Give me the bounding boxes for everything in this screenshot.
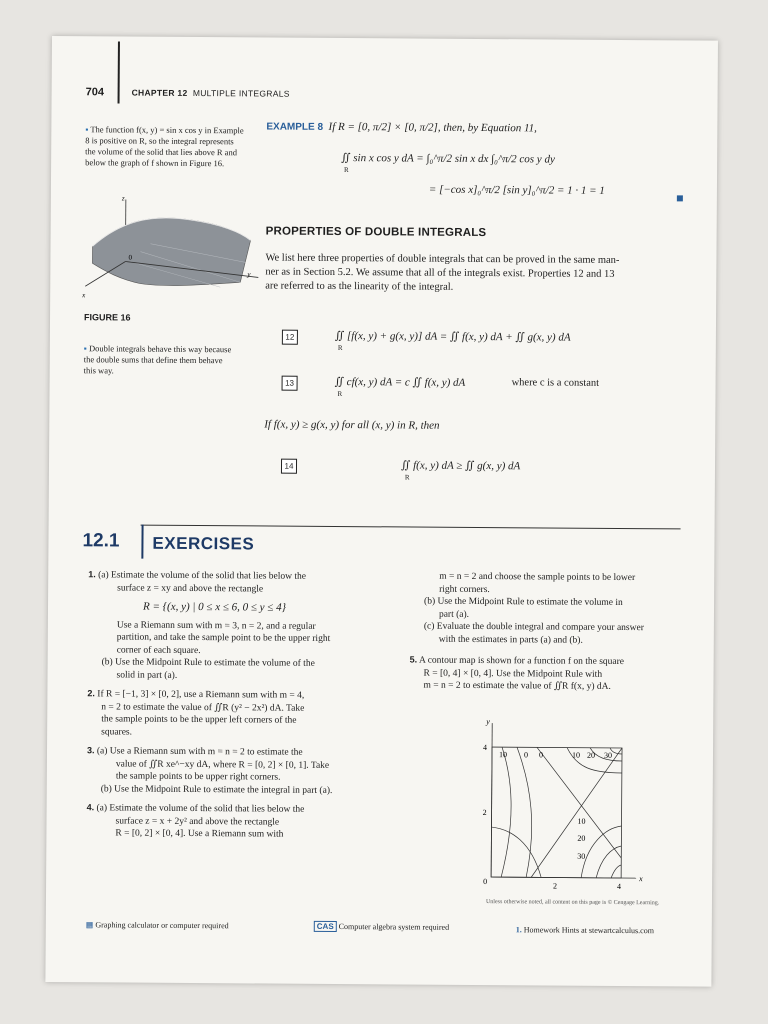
properties-heading: PROPERTIES OF DOUBLE INTEGRALS <box>265 225 487 240</box>
properties-intro-line-3: are referred to as the linearity of the integral. <box>265 280 454 293</box>
exercise-1-a-line4: partition, and take the sample point to be the upper right <box>116 632 331 644</box>
exercise-1-set: R = {(x, y) | 0 ≤ x ≤ 6, 0 ≤ y ≤ 4} <box>142 600 287 614</box>
equation-13-sub: R <box>337 390 343 399</box>
contour-label: 10 <box>571 750 581 760</box>
chapter-header <box>132 88 290 99</box>
exercise-3-line3: the sample points to be upper right corners. <box>115 771 281 783</box>
exercise-3-line2: value of ∬R xe^−xy dA, where R = [0, 2] × [0, 1]. Take <box>115 758 330 771</box>
equation-13-number: 13 <box>282 376 298 391</box>
exercise-3-number: 3. <box>86 745 95 756</box>
contour-tick-x2: 2 <box>553 881 558 891</box>
contour-origin: 0 <box>483 877 488 887</box>
example-8-label: EXAMPLE 8 <box>266 121 324 133</box>
equation-14-sub: R <box>404 473 410 482</box>
exercise-1-a-line1: (a) Estimate the volume of the solid that lies below the <box>98 570 307 582</box>
exercises-title: EXERCISES <box>152 533 255 554</box>
equation-12-number: 12 <box>282 330 298 345</box>
contour-right-labels <box>577 817 585 861</box>
contour-y-axis <box>491 723 492 877</box>
cas-badge: CAS <box>314 921 337 932</box>
section-number: 12.1 <box>82 530 120 552</box>
graphing-calculator-icon: ▦ <box>85 920 94 930</box>
cas-note <box>314 922 449 932</box>
exercise-2-line2: n = 2 to estimate the value of ∬R (y² − 2x²) dA. Take <box>101 701 305 714</box>
contour-x-axis <box>491 877 636 878</box>
contour-label: 20 <box>586 750 596 760</box>
margin-note-1: ▪ The function f(x, y) = sin x cos y in Example 8 is positive on R, so the integral represents the volume of the solid that lies above R and below the graph of f shown in Figure 16. <box>85 124 244 169</box>
contour-tick-y2: 2 <box>482 808 487 818</box>
example-8-equation-1: ∬ sin x cos y dA = ∫₀^π/2 sin x dx ∫₀^π/2 cos y dy <box>341 152 555 166</box>
homework-hints <box>516 925 654 935</box>
exercise-5-number: 5. <box>409 654 418 665</box>
contour-curves <box>491 747 622 878</box>
contour-label: 0 <box>538 750 544 760</box>
x-axis-label: x <box>82 291 86 300</box>
exercise-4-number: 4. <box>86 802 95 813</box>
surface-shape <box>92 217 250 286</box>
exercise-1-number: 1. <box>88 569 96 580</box>
example-8-equation-2: = [−cos x]₀^π/2 [sin y]₀^π/2 = 1 · 1 = 1 <box>428 183 605 197</box>
exercise-3-line4: (b) Use the Midpoint Rule to estimate the integral in part (a). <box>100 783 333 796</box>
exercise-1-a-line3: Use a Riemann sum with m = 3, n = 2, and a regular <box>116 619 316 632</box>
y-axis-label: y <box>247 270 251 279</box>
example-8-equation-1-sub: R <box>344 166 349 175</box>
exercise-4c-line1: (c) Evaluate the double integral and compare your answer <box>423 621 644 634</box>
equation-12: ∬ [f(x, y) + g(x, y)] dA = ∬ f(x, y) dA + ∬ g(x, y) dA <box>334 329 571 344</box>
properties-intro-line-2: ner as in Section 5.2. We assume that all of the integrals exist. Properties 12 and 13 <box>265 266 615 280</box>
homework-hints-text: Homework Hints at stewartcalculus.com <box>523 925 654 936</box>
exercise-5 <box>409 654 699 695</box>
equation-14: ∬ f(x, y) dA ≥ ∬ g(x, y) dA <box>400 459 521 473</box>
exercise-2-number: 2. <box>87 688 95 699</box>
exercise-4-line1: (a) Estimate the volume of the solid that lies below the <box>96 803 305 815</box>
exercise-2 <box>87 687 377 740</box>
figure-16-surface <box>80 191 261 302</box>
margin-note-2-text: Double integrals behave this way because the double sums that define them behave this way. <box>83 343 232 376</box>
equation-13: ∬ cf(x, y) dA = c ∬ f(x, y) dA <box>334 375 466 389</box>
exercises-left-column <box>86 568 378 842</box>
exercise-1-a-line5: corner of each square. <box>116 644 201 656</box>
contour-label: 30 <box>603 750 613 760</box>
contour-map-figure <box>471 717 652 891</box>
origin-label: 0 <box>128 253 132 262</box>
equation-13-note: where c is a constant <box>511 377 600 389</box>
contour-top-labels <box>499 750 612 760</box>
margin-note-2: ▪ Double integrals behave this way because the double sums that define them behave this way. <box>83 343 232 376</box>
homework-hints-number: 1. <box>515 925 522 935</box>
exercise-2-line1: If R = [−1, 3] × [0, 2], use a Riemann sum with m = 4, <box>97 689 305 701</box>
cas-text: Computer algebra system required <box>338 922 450 932</box>
equation-14-number: 14 <box>281 459 297 474</box>
header-rule <box>118 41 120 103</box>
exercise-4b-line2: part (a). <box>438 609 470 620</box>
exercise-4c-line2: with the estimates in parts (a) and (b). <box>438 634 583 646</box>
exercise-5-line3: m = n = 2 to estimate the value of ∬R f(x, y) dA. <box>423 680 611 692</box>
end-of-example-mark <box>677 195 683 201</box>
exercise-4-line3: R = [0, 2] × [0, 4]. Use a Riemann sum with <box>115 828 284 840</box>
exercise-2-line4: squares. <box>101 726 133 738</box>
figure-16-label: FIGURE 16 <box>84 312 131 323</box>
exercise-4-cont-line2: right corners. <box>439 584 490 595</box>
property-14-condition: If f(x, y) ≥ g(x, y) for all (x, y) in R, then <box>264 418 440 432</box>
contour-label: 30 <box>577 851 586 861</box>
contour-y-label: y <box>486 717 490 727</box>
exercises-right-column <box>409 571 700 695</box>
z-axis-label: z <box>121 194 125 203</box>
example-8-intro <box>266 120 537 134</box>
contour-label: 10 <box>577 816 586 826</box>
contour-tick-x4: 4 <box>617 881 622 891</box>
exercise-4 <box>86 801 376 842</box>
exercise-3 <box>87 744 377 797</box>
exercise-2-line3: the sample points to be the upper left corners of the <box>101 714 297 726</box>
exercises-top-rule <box>141 525 681 530</box>
chapter-title: MULTIPLE INTEGRALS <box>192 87 290 99</box>
properties-intro-line-1: We list here three properties of double integrals that can be proved in the same man- <box>265 252 620 266</box>
chapter-label: CHAPTER 12 <box>131 87 188 98</box>
contour-label: 10 <box>498 750 508 760</box>
exercise-5-line2: R = [0, 4] × [0, 4]. Use the Midpoint Rule with <box>423 668 603 680</box>
equation-12-sub: R <box>337 344 343 353</box>
properties-intro <box>265 251 705 296</box>
copyright-note: Unless otherwise noted, all content on this page is © Cengage Learning. <box>485 899 660 907</box>
exercise-1 <box>87 568 378 683</box>
graphing-text: Graphing calculator or computer required <box>95 920 229 931</box>
textbook-page <box>45 36 718 987</box>
example-8-text: If R = [0, π/2] × [0, π/2], then, by Equation 11, <box>328 120 537 135</box>
graphing-note <box>86 920 229 930</box>
exercise-5-line1: A contour map is shown for a function f on the square <box>418 655 625 668</box>
exercise-3-line1: (a) Use a Riemann sum with m = n = 2 to estimate the <box>96 746 303 758</box>
exercise-1-b-line2: solid in part (a). <box>116 669 178 681</box>
exercise-1-b-line1: (b) Use the Midpoint Rule to estimate the volume of the <box>101 657 315 669</box>
contour-label: 0 <box>523 750 529 760</box>
section-divider <box>141 525 143 559</box>
exercise-1-a-line2: surface z = xy and above the rectangle <box>117 582 264 594</box>
exercise-4b-line1: (b) Use the Midpoint Rule to estimate the volume in <box>424 596 623 608</box>
margin-note-1-text: The function f(x, y) = sin x cos y in Example 8 is positive on R, so the integral represents the volume of the solid that lies above R and below the graph of f shown in Figure 16. <box>85 124 244 169</box>
contour-x-label: x <box>639 874 643 884</box>
contour-tick-y4: 4 <box>483 743 488 753</box>
exercise-4-line2: surface z = x + 2y² and above the rectangle <box>115 815 280 828</box>
contour-label: 20 <box>577 833 586 843</box>
exercise-4-cont-line1: m = n = 2 and choose the sample points to be lower <box>439 571 636 584</box>
page-number: 704 <box>85 86 105 99</box>
